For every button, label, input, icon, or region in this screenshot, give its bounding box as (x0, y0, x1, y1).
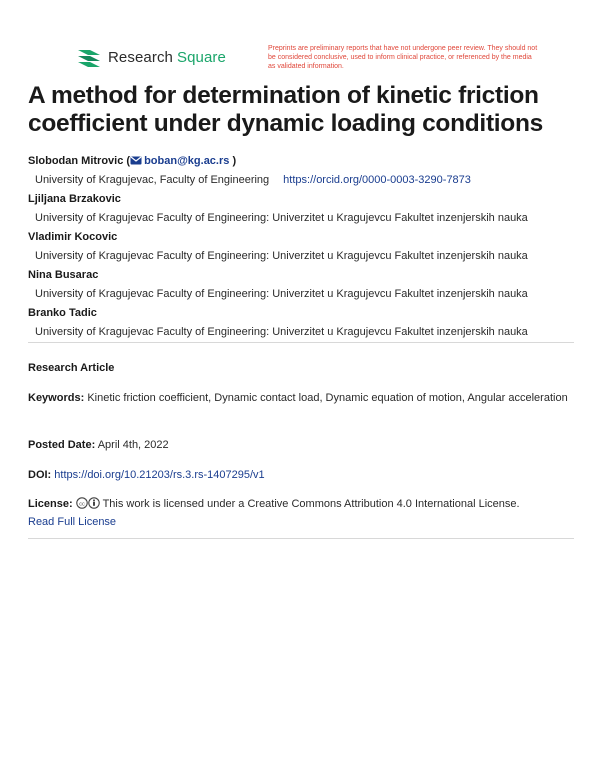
logo-word-research: Research (108, 48, 173, 66)
doi-link[interactable]: https://doi.org/10.21203/rs.3.rs-1407295/v1 (54, 469, 265, 481)
research-square-logo[interactable] (76, 46, 226, 68)
affiliation-text: University of Kragujevac, Faculty of Engineering (35, 174, 270, 186)
doi-block (28, 466, 574, 484)
email-paren-open: ( (126, 155, 131, 167)
posted-date-block (28, 436, 574, 454)
author-email-link[interactable]: boban@kg.ac.rs (144, 155, 230, 167)
mail-icon (130, 156, 142, 165)
author-affiliation (35, 171, 588, 190)
author-name-text: Slobodan Mitrovic (28, 155, 124, 167)
author-affiliation: University of Kragujevac Faculty of Engineering: Univerzitet u Kragujevcu Fakultet inzenjerskih nauka (35, 326, 528, 338)
creative-commons-icon (76, 497, 88, 509)
license-label: License: (28, 498, 73, 510)
preprint-notice: Preprints are preliminary reports that have not undergone peer review. They should not be considered conclusive, used to inform clinical practice, or referenced by the media as validated information. (268, 45, 538, 70)
doi-label: DOI: (28, 469, 52, 481)
author-affiliation: University of Kragujevac Faculty of Engineering: Univerzitet u Kragujevcu Fakultet inzenjerskih nauka (35, 250, 528, 262)
author-name: Branko Tadic (28, 307, 97, 319)
author-name: Ljiljana Brzakovic (28, 193, 121, 205)
keywords-block (28, 389, 574, 407)
author-name: Nina Busarac (28, 269, 99, 281)
research-square-logo-icon (76, 46, 102, 68)
article-type (28, 359, 574, 377)
author-affiliation: University of Kragujevac Faculty of Engineering: Univerzitet u Kragujevcu Fakultet inzenjerskih nauka (35, 288, 528, 300)
svg-text:cc: cc (78, 501, 85, 508)
keywords-label: Keywords: (28, 392, 85, 404)
author-name (28, 152, 588, 171)
attribution-icon (88, 497, 100, 509)
author-affiliation: University of Kragujevac Faculty of Engineering: Univerzitet u Kragujevcu Fakultet inzenjerskih nauka (35, 212, 528, 224)
author-name: Vladimir Kocovic (28, 231, 118, 243)
email-paren-close: ) (229, 155, 237, 167)
posted-date-label: Posted Date: (28, 439, 96, 451)
logo-text (108, 49, 226, 66)
posted-date-value: April 4th, 2022 (97, 439, 169, 451)
license-text: This work is licensed under a Creative Commons Attribution 4.0 International License. (102, 498, 520, 510)
article-type-label: Research Article (28, 362, 115, 374)
paper-title: A method for determination of kinetic friction coefficient under dynamic loading conditions (28, 82, 543, 137)
author-list (28, 152, 588, 342)
orcid-link[interactable]: https://orcid.org/0000-0003-3290-7873 (283, 174, 471, 186)
section-divider (28, 342, 574, 343)
logo-word-square: Square (177, 48, 226, 66)
section-divider (28, 538, 574, 539)
read-full-license-link[interactable]: Read Full License (28, 516, 117, 528)
license-block (28, 495, 574, 531)
keywords-value: Kinetic friction coefficient, Dynamic contact load, Dynamic equation of motion, Angular acceleration (87, 392, 568, 404)
